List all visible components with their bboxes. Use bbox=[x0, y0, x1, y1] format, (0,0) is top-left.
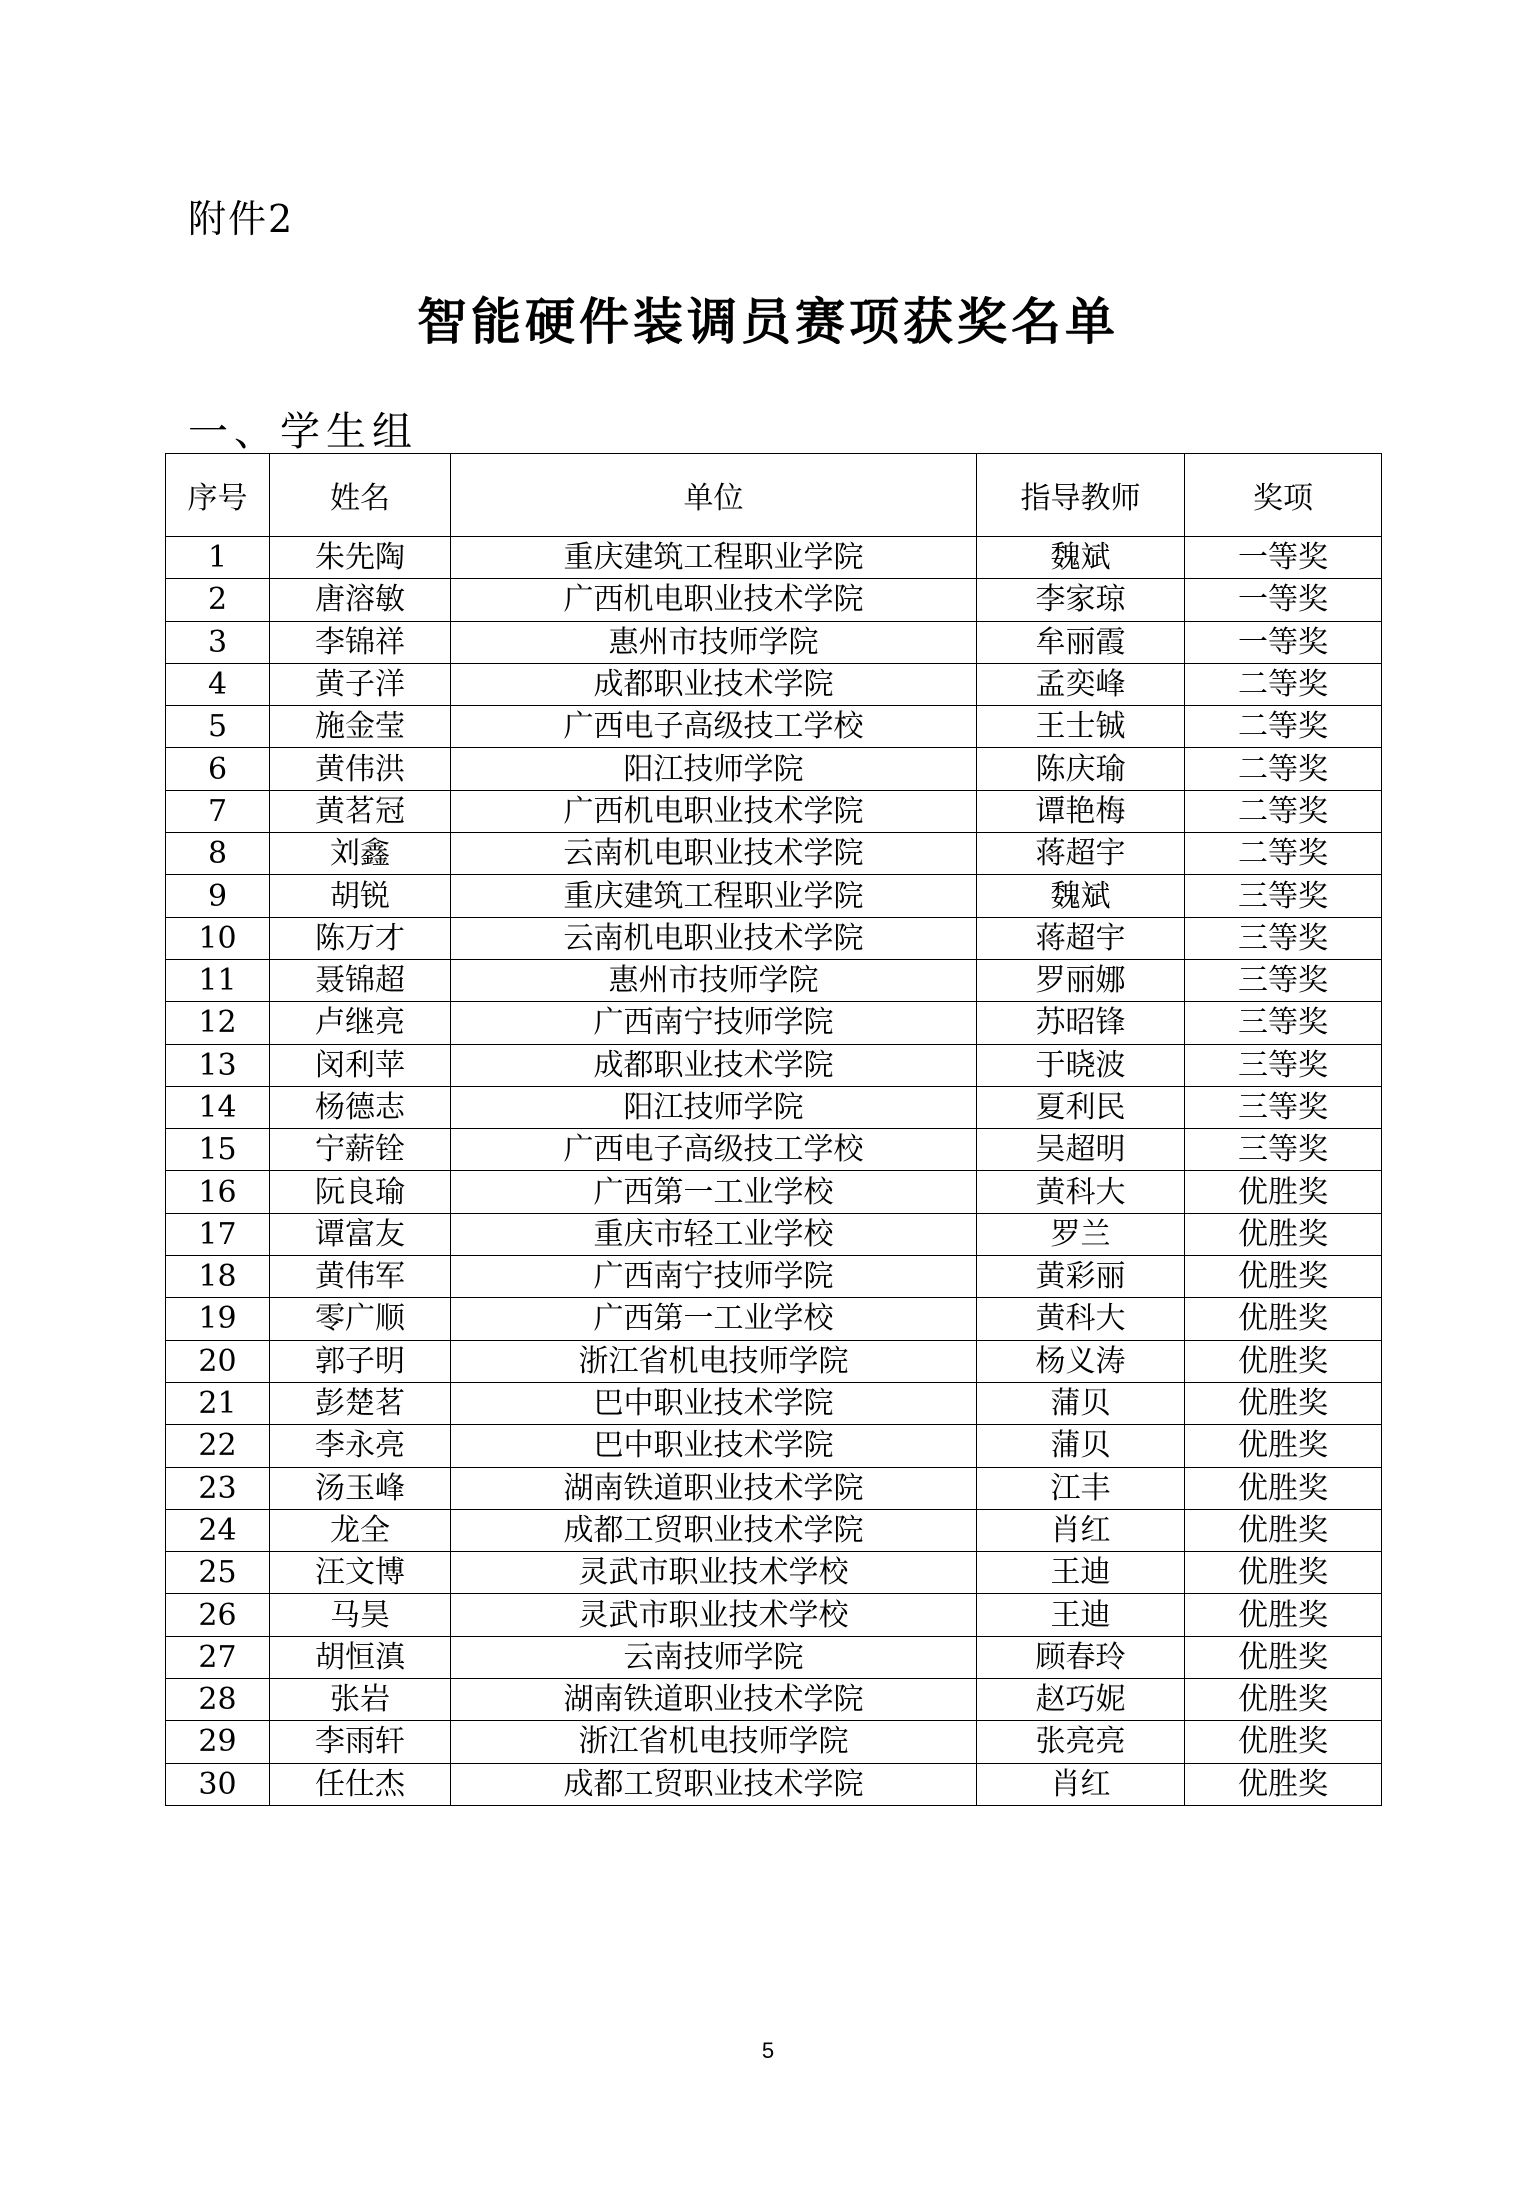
header-row bbox=[166, 454, 1382, 537]
cell-award: 三等奖 bbox=[1185, 1086, 1382, 1128]
cell-teacher: 顾春玲 bbox=[977, 1636, 1185, 1678]
table-row bbox=[166, 537, 1382, 579]
cell-no: 19 bbox=[166, 1298, 270, 1340]
cell-unit: 成都工贸职业技术学院 bbox=[451, 1509, 977, 1551]
cell-name: 宁薪铨 bbox=[270, 1129, 451, 1171]
table-row bbox=[166, 959, 1382, 1001]
cell-teacher: 罗丽娜 bbox=[977, 959, 1185, 1001]
header-name: 姓名 bbox=[270, 454, 451, 537]
cell-award: 一等奖 bbox=[1185, 537, 1382, 579]
table-row bbox=[166, 1340, 1382, 1382]
cell-award: 二等奖 bbox=[1185, 663, 1382, 705]
cell-teacher: 肖红 bbox=[977, 1509, 1185, 1551]
cell-unit: 广西第一工业学校 bbox=[451, 1298, 977, 1340]
table-row bbox=[166, 790, 1382, 832]
cell-name: 唐溶敏 bbox=[270, 579, 451, 621]
cell-award: 二等奖 bbox=[1185, 790, 1382, 832]
cell-teacher: 谭艳梅 bbox=[977, 790, 1185, 832]
awards-table bbox=[165, 453, 1382, 1806]
cell-no: 21 bbox=[166, 1382, 270, 1424]
table-row bbox=[166, 1002, 1382, 1044]
header-unit: 单位 bbox=[451, 454, 977, 537]
table-body bbox=[166, 537, 1382, 1806]
cell-name: 龙全 bbox=[270, 1509, 451, 1551]
header-award: 奖项 bbox=[1185, 454, 1382, 537]
cell-award: 三等奖 bbox=[1185, 959, 1382, 1001]
table-row bbox=[166, 1129, 1382, 1171]
cell-award: 优胜奖 bbox=[1185, 1679, 1382, 1721]
cell-name: 黄伟军 bbox=[270, 1256, 451, 1298]
cell-no: 10 bbox=[166, 917, 270, 959]
table-header bbox=[166, 454, 1382, 537]
cell-no: 15 bbox=[166, 1129, 270, 1171]
cell-no: 27 bbox=[166, 1636, 270, 1678]
cell-unit: 云南技师学院 bbox=[451, 1636, 977, 1678]
cell-no: 25 bbox=[166, 1552, 270, 1594]
cell-teacher: 蒲贝 bbox=[977, 1425, 1185, 1467]
cell-teacher: 罗兰 bbox=[977, 1213, 1185, 1255]
table-row bbox=[166, 1256, 1382, 1298]
attachment-label: 附件2 bbox=[188, 197, 295, 241]
cell-no: 29 bbox=[166, 1721, 270, 1763]
cell-teacher: 苏昭锋 bbox=[977, 1002, 1185, 1044]
cell-unit: 浙江省机电技师学院 bbox=[451, 1340, 977, 1382]
cell-unit: 广西电子高级技工学校 bbox=[451, 1129, 977, 1171]
header-teacher: 指导教师 bbox=[977, 454, 1185, 537]
cell-no: 17 bbox=[166, 1213, 270, 1255]
table-row bbox=[166, 1636, 1382, 1678]
cell-unit: 云南机电职业技术学院 bbox=[451, 917, 977, 959]
section-heading: 一、学生组 bbox=[188, 409, 418, 455]
cell-no: 13 bbox=[166, 1044, 270, 1086]
cell-teacher: 黄科大 bbox=[977, 1298, 1185, 1340]
table-row bbox=[166, 663, 1382, 705]
table-row bbox=[166, 833, 1382, 875]
cell-name: 任仕杰 bbox=[270, 1763, 451, 1805]
table-row bbox=[166, 917, 1382, 959]
cell-unit: 惠州市技师学院 bbox=[451, 959, 977, 1001]
cell-name: 张岩 bbox=[270, 1679, 451, 1721]
cell-award: 优胜奖 bbox=[1185, 1594, 1382, 1636]
cell-unit: 湖南铁道职业技术学院 bbox=[451, 1679, 977, 1721]
cell-unit: 广西机电职业技术学院 bbox=[451, 790, 977, 832]
cell-name: 卢继亮 bbox=[270, 1002, 451, 1044]
cell-name: 施金莹 bbox=[270, 706, 451, 748]
cell-award: 优胜奖 bbox=[1185, 1425, 1382, 1467]
cell-award: 二等奖 bbox=[1185, 706, 1382, 748]
table-row bbox=[166, 579, 1382, 621]
cell-unit: 阳江技师学院 bbox=[451, 1086, 977, 1128]
table-row bbox=[166, 1763, 1382, 1805]
cell-unit: 重庆市轻工业学校 bbox=[451, 1213, 977, 1255]
cell-award: 一等奖 bbox=[1185, 621, 1382, 663]
cell-unit: 成都职业技术学院 bbox=[451, 1044, 977, 1086]
table-row bbox=[166, 1171, 1382, 1213]
cell-teacher: 魏斌 bbox=[977, 537, 1185, 579]
cell-teacher: 蒋超宇 bbox=[977, 833, 1185, 875]
cell-unit: 惠州市技师学院 bbox=[451, 621, 977, 663]
cell-teacher: 吴超明 bbox=[977, 1129, 1185, 1171]
cell-award: 优胜奖 bbox=[1185, 1340, 1382, 1382]
cell-name: 彭楚茗 bbox=[270, 1382, 451, 1424]
table-row bbox=[166, 621, 1382, 663]
document-title: 智能硬件装调员赛项获奖名单 bbox=[417, 292, 1119, 351]
cell-name: 汤玉峰 bbox=[270, 1467, 451, 1509]
cell-unit: 广西机电职业技术学院 bbox=[451, 579, 977, 621]
cell-no: 28 bbox=[166, 1679, 270, 1721]
cell-unit: 广西南宁技师学院 bbox=[451, 1002, 977, 1044]
cell-unit: 广西电子高级技工学校 bbox=[451, 706, 977, 748]
header-no: 序号 bbox=[166, 454, 270, 537]
cell-award: 优胜奖 bbox=[1185, 1467, 1382, 1509]
cell-name: 朱先陶 bbox=[270, 537, 451, 579]
table-row bbox=[166, 706, 1382, 748]
cell-name: 黄茗冠 bbox=[270, 790, 451, 832]
cell-unit: 重庆建筑工程职业学院 bbox=[451, 537, 977, 579]
cell-unit: 云南机电职业技术学院 bbox=[451, 833, 977, 875]
cell-unit: 成都职业技术学院 bbox=[451, 663, 977, 705]
cell-unit: 灵武市职业技术学校 bbox=[451, 1594, 977, 1636]
cell-no: 26 bbox=[166, 1594, 270, 1636]
cell-teacher: 牟丽霞 bbox=[977, 621, 1185, 663]
cell-no: 30 bbox=[166, 1763, 270, 1805]
cell-teacher: 杨义涛 bbox=[977, 1340, 1185, 1382]
cell-teacher: 黄彩丽 bbox=[977, 1256, 1185, 1298]
cell-no: 11 bbox=[166, 959, 270, 1001]
cell-no: 23 bbox=[166, 1467, 270, 1509]
table-row bbox=[166, 748, 1382, 790]
cell-teacher: 肖红 bbox=[977, 1763, 1185, 1805]
cell-award: 优胜奖 bbox=[1185, 1636, 1382, 1678]
cell-name: 闵利苹 bbox=[270, 1044, 451, 1086]
cell-teacher: 夏利民 bbox=[977, 1086, 1185, 1128]
cell-name: 李永亮 bbox=[270, 1425, 451, 1467]
cell-unit: 重庆建筑工程职业学院 bbox=[451, 875, 977, 917]
cell-award: 优胜奖 bbox=[1185, 1256, 1382, 1298]
cell-teacher: 陈庆瑜 bbox=[977, 748, 1185, 790]
cell-teacher: 魏斌 bbox=[977, 875, 1185, 917]
page-number: 5 bbox=[761, 2038, 775, 2063]
cell-no: 2 bbox=[166, 579, 270, 621]
cell-no: 22 bbox=[166, 1425, 270, 1467]
cell-no: 12 bbox=[166, 1002, 270, 1044]
cell-teacher: 张亮亮 bbox=[977, 1721, 1185, 1763]
cell-award: 优胜奖 bbox=[1185, 1721, 1382, 1763]
cell-unit: 成都工贸职业技术学院 bbox=[451, 1763, 977, 1805]
table-row bbox=[166, 1552, 1382, 1594]
cell-name: 李锦祥 bbox=[270, 621, 451, 663]
cell-no: 6 bbox=[166, 748, 270, 790]
table-row bbox=[166, 1425, 1382, 1467]
cell-name: 汪文博 bbox=[270, 1552, 451, 1594]
table-row bbox=[166, 1086, 1382, 1128]
cell-teacher: 王士铖 bbox=[977, 706, 1185, 748]
cell-no: 16 bbox=[166, 1171, 270, 1213]
cell-unit: 阳江技师学院 bbox=[451, 748, 977, 790]
cell-unit: 广西第一工业学校 bbox=[451, 1171, 977, 1213]
cell-no: 3 bbox=[166, 621, 270, 663]
cell-award: 二等奖 bbox=[1185, 748, 1382, 790]
cell-teacher: 于晓波 bbox=[977, 1044, 1185, 1086]
cell-teacher: 王迪 bbox=[977, 1552, 1185, 1594]
cell-no: 5 bbox=[166, 706, 270, 748]
cell-unit: 湖南铁道职业技术学院 bbox=[451, 1467, 977, 1509]
cell-no: 9 bbox=[166, 875, 270, 917]
cell-award: 三等奖 bbox=[1185, 1002, 1382, 1044]
cell-award: 二等奖 bbox=[1185, 833, 1382, 875]
cell-no: 8 bbox=[166, 833, 270, 875]
cell-teacher: 赵巧妮 bbox=[977, 1679, 1185, 1721]
cell-teacher: 江丰 bbox=[977, 1467, 1185, 1509]
cell-award: 一等奖 bbox=[1185, 579, 1382, 621]
cell-name: 谭富友 bbox=[270, 1213, 451, 1255]
cell-name: 黄子洋 bbox=[270, 663, 451, 705]
cell-unit: 浙江省机电技师学院 bbox=[451, 1721, 977, 1763]
cell-teacher: 蒲贝 bbox=[977, 1382, 1185, 1424]
cell-name: 刘鑫 bbox=[270, 833, 451, 875]
cell-no: 4 bbox=[166, 663, 270, 705]
cell-no: 18 bbox=[166, 1256, 270, 1298]
cell-name: 李雨轩 bbox=[270, 1721, 451, 1763]
cell-unit: 广西南宁技师学院 bbox=[451, 1256, 977, 1298]
cell-name: 零广顺 bbox=[270, 1298, 451, 1340]
cell-unit: 巴中职业技术学院 bbox=[451, 1382, 977, 1424]
cell-no: 1 bbox=[166, 537, 270, 579]
cell-teacher: 王迪 bbox=[977, 1594, 1185, 1636]
cell-no: 14 bbox=[166, 1086, 270, 1128]
table-row bbox=[166, 875, 1382, 917]
table-row bbox=[166, 1594, 1382, 1636]
cell-teacher: 黄科大 bbox=[977, 1171, 1185, 1213]
table-row bbox=[166, 1467, 1382, 1509]
cell-name: 胡恒滇 bbox=[270, 1636, 451, 1678]
cell-teacher: 孟奕峰 bbox=[977, 663, 1185, 705]
cell-award: 三等奖 bbox=[1185, 875, 1382, 917]
cell-name: 郭子明 bbox=[270, 1340, 451, 1382]
table-row bbox=[166, 1679, 1382, 1721]
cell-name: 聂锦超 bbox=[270, 959, 451, 1001]
cell-award: 优胜奖 bbox=[1185, 1171, 1382, 1213]
cell-award: 三等奖 bbox=[1185, 1044, 1382, 1086]
cell-name: 黄伟洪 bbox=[270, 748, 451, 790]
cell-unit: 巴中职业技术学院 bbox=[451, 1425, 977, 1467]
cell-name: 马昊 bbox=[270, 1594, 451, 1636]
cell-name: 阮良瑜 bbox=[270, 1171, 451, 1213]
cell-teacher: 李家琼 bbox=[977, 579, 1185, 621]
cell-award: 优胜奖 bbox=[1185, 1298, 1382, 1340]
table-row bbox=[166, 1298, 1382, 1340]
cell-unit: 灵武市职业技术学校 bbox=[451, 1552, 977, 1594]
cell-award: 优胜奖 bbox=[1185, 1509, 1382, 1551]
cell-no: 24 bbox=[166, 1509, 270, 1551]
cell-award: 优胜奖 bbox=[1185, 1552, 1382, 1594]
cell-award: 三等奖 bbox=[1185, 917, 1382, 959]
cell-name: 胡锐 bbox=[270, 875, 451, 917]
table-row bbox=[166, 1213, 1382, 1255]
cell-award: 优胜奖 bbox=[1185, 1382, 1382, 1424]
cell-award: 三等奖 bbox=[1185, 1129, 1382, 1171]
cell-name: 陈万才 bbox=[270, 917, 451, 959]
table-row bbox=[166, 1044, 1382, 1086]
table-row bbox=[166, 1382, 1382, 1424]
cell-name: 杨德志 bbox=[270, 1086, 451, 1128]
cell-award: 优胜奖 bbox=[1185, 1213, 1382, 1255]
table-row bbox=[166, 1721, 1382, 1763]
cell-no: 20 bbox=[166, 1340, 270, 1382]
cell-no: 7 bbox=[166, 790, 270, 832]
table-row bbox=[166, 1509, 1382, 1551]
cell-teacher: 蒋超宇 bbox=[977, 917, 1185, 959]
cell-award: 优胜奖 bbox=[1185, 1763, 1382, 1805]
